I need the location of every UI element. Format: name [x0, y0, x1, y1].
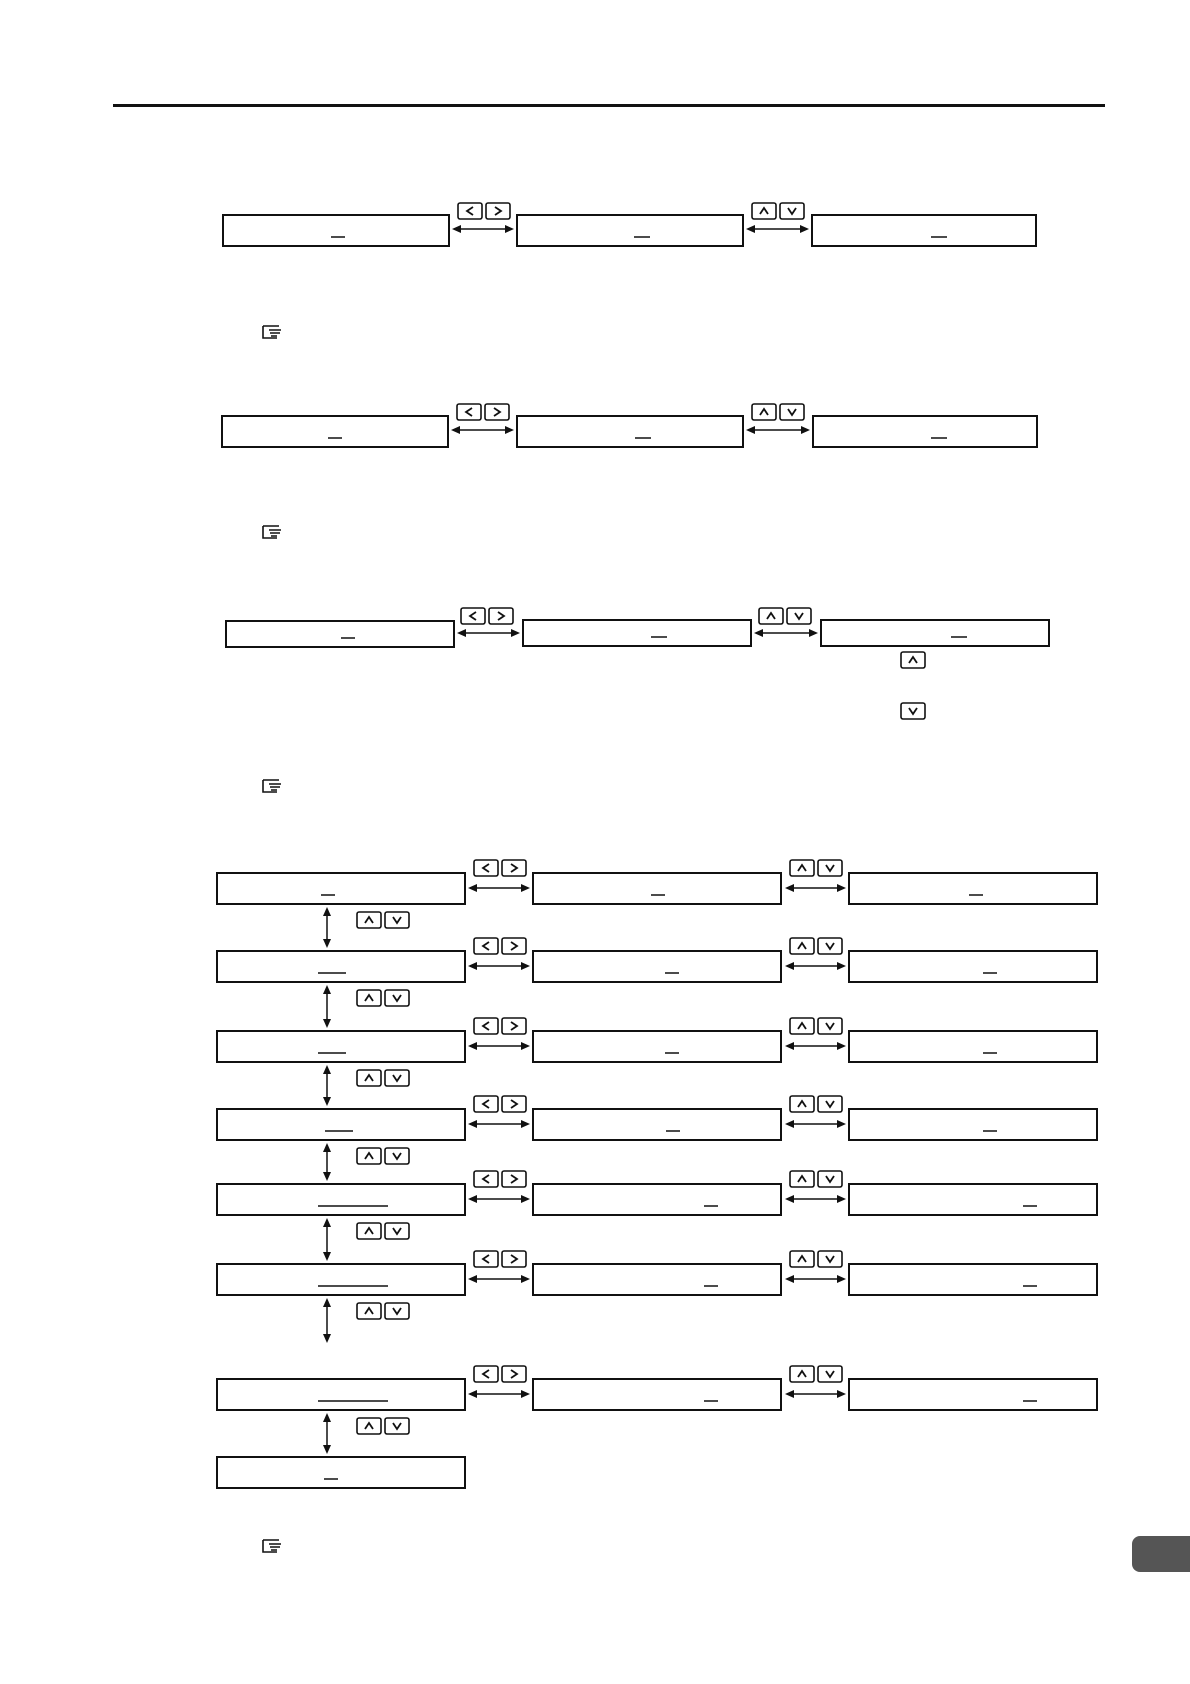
- up-key: [357, 1418, 381, 1434]
- arrow-head: [468, 884, 477, 892]
- display-box: [222, 416, 448, 447]
- arrow-head: [468, 1275, 477, 1283]
- arrow-head: [323, 1252, 331, 1261]
- arrow-head: [468, 962, 477, 970]
- up-key: [357, 1070, 381, 1086]
- display-box: [533, 873, 781, 904]
- arrow-head: [521, 1120, 530, 1128]
- display-box: [533, 1184, 781, 1215]
- arrow-head: [785, 1042, 794, 1050]
- up-key: [759, 608, 783, 624]
- arrow-head: [323, 939, 331, 948]
- display-box: [849, 951, 1097, 982]
- arrow-head: [323, 1334, 331, 1343]
- display-box: [533, 951, 781, 982]
- right-key: [489, 608, 513, 624]
- down-key: [385, 1070, 409, 1086]
- display-box: [217, 1457, 465, 1488]
- arrow-head: [323, 907, 331, 916]
- arrow-head: [323, 1097, 331, 1106]
- arrow-head: [837, 1195, 846, 1203]
- arrow-head: [323, 1065, 331, 1074]
- right-key: [502, 860, 526, 876]
- arrow-head: [323, 985, 331, 994]
- up-key: [357, 912, 381, 928]
- down-key: [818, 1018, 842, 1034]
- arrow-head: [837, 1390, 846, 1398]
- up-key: [901, 652, 925, 668]
- display-box: [849, 1184, 1097, 1215]
- display-box: [217, 1379, 465, 1410]
- display-box: [217, 1031, 465, 1062]
- display-box: [533, 1031, 781, 1062]
- arrow-head: [468, 1120, 477, 1128]
- arrow-head: [801, 426, 810, 434]
- down-key: [385, 912, 409, 928]
- arrow-head: [452, 225, 461, 233]
- display-box: [533, 1379, 781, 1410]
- display-box: [533, 1264, 781, 1295]
- down-key: [818, 1251, 842, 1267]
- down-key: [780, 404, 804, 420]
- down-key: [385, 1303, 409, 1319]
- left-key: [461, 608, 485, 624]
- down-key: [818, 1171, 842, 1187]
- up-key: [752, 203, 776, 219]
- arrow-head: [468, 1390, 477, 1398]
- down-key: [385, 1418, 409, 1434]
- up-key: [790, 1366, 814, 1382]
- down-key: [787, 608, 811, 624]
- down-key: [385, 1223, 409, 1239]
- display-box: [517, 215, 743, 246]
- display-box: [812, 215, 1036, 246]
- arrow-head: [785, 1120, 794, 1128]
- left-key: [474, 1018, 498, 1034]
- right-key: [486, 203, 510, 219]
- arrow-head: [505, 225, 514, 233]
- right-key: [485, 404, 509, 420]
- arrow-head: [468, 1195, 477, 1203]
- arrow-head: [468, 1042, 477, 1050]
- arrow-head: [837, 962, 846, 970]
- display-box: [849, 1264, 1097, 1295]
- down-key: [818, 860, 842, 876]
- display-box: [849, 1031, 1097, 1062]
- display-box: [217, 1264, 465, 1295]
- arrow-head: [785, 962, 794, 970]
- arrow-head: [511, 629, 520, 637]
- arrow-head: [323, 1413, 331, 1422]
- display-box: [849, 1109, 1097, 1140]
- arrow-head: [505, 426, 514, 434]
- down-key: [385, 990, 409, 1006]
- arrow-head: [837, 1275, 846, 1283]
- display-box: [217, 1109, 465, 1140]
- arrow-head: [323, 1445, 331, 1454]
- up-key: [357, 1303, 381, 1319]
- arrow-head: [521, 1390, 530, 1398]
- left-key: [474, 1171, 498, 1187]
- arrow-head: [785, 1275, 794, 1283]
- left-key: [474, 1251, 498, 1267]
- left-key: [458, 203, 482, 219]
- arrow-head: [521, 884, 530, 892]
- up-key: [790, 860, 814, 876]
- arrow-head: [785, 1390, 794, 1398]
- arrow-head: [521, 962, 530, 970]
- up-key: [790, 1251, 814, 1267]
- down-key: [818, 1366, 842, 1382]
- display-box: [533, 1109, 781, 1140]
- arrow-head: [837, 1120, 846, 1128]
- down-key: [818, 938, 842, 954]
- arrow-head: [323, 1143, 331, 1152]
- display-box: [226, 621, 454, 647]
- up-key: [752, 404, 776, 420]
- arrow-head: [323, 1019, 331, 1028]
- left-key: [474, 938, 498, 954]
- right-key: [502, 1096, 526, 1112]
- arrow-head: [521, 1275, 530, 1283]
- arrow-head: [800, 225, 809, 233]
- display-box: [217, 1184, 465, 1215]
- up-key: [790, 1018, 814, 1034]
- arrow-head: [746, 225, 755, 233]
- left-key: [474, 1366, 498, 1382]
- right-key: [502, 1171, 526, 1187]
- arrow-head: [451, 426, 460, 434]
- display-box: [849, 1379, 1097, 1410]
- up-key: [357, 1148, 381, 1164]
- down-key: [901, 703, 925, 719]
- arrow-head: [809, 629, 818, 637]
- right-key: [502, 938, 526, 954]
- arrow-head: [323, 1172, 331, 1181]
- display-box: [517, 416, 743, 447]
- up-key: [357, 990, 381, 1006]
- arrow-head: [837, 884, 846, 892]
- arrow-head: [323, 1218, 331, 1227]
- display-box: [223, 215, 449, 246]
- down-key: [780, 203, 804, 219]
- arrow-head: [457, 629, 466, 637]
- down-key: [818, 1096, 842, 1112]
- arrow-head: [785, 884, 794, 892]
- display-box: [821, 620, 1049, 646]
- up-key: [790, 1171, 814, 1187]
- right-key: [502, 1251, 526, 1267]
- arrow-head: [521, 1042, 530, 1050]
- up-key: [790, 938, 814, 954]
- up-key: [790, 1096, 814, 1112]
- display-box: [217, 951, 465, 982]
- arrow-head: [785, 1195, 794, 1203]
- left-key: [474, 1096, 498, 1112]
- left-key: [457, 404, 481, 420]
- display-box: [849, 873, 1097, 904]
- display-box: [523, 620, 751, 646]
- left-key: [474, 860, 498, 876]
- right-key: [502, 1018, 526, 1034]
- arrow-head: [746, 426, 755, 434]
- display-box: [813, 416, 1037, 447]
- right-key: [502, 1366, 526, 1382]
- arrow-head: [521, 1195, 530, 1203]
- arrow-head: [754, 629, 763, 637]
- arrow-head: [323, 1298, 331, 1307]
- arrow-head: [837, 1042, 846, 1050]
- up-key: [357, 1223, 381, 1239]
- down-key: [385, 1148, 409, 1164]
- display-box: [217, 873, 465, 904]
